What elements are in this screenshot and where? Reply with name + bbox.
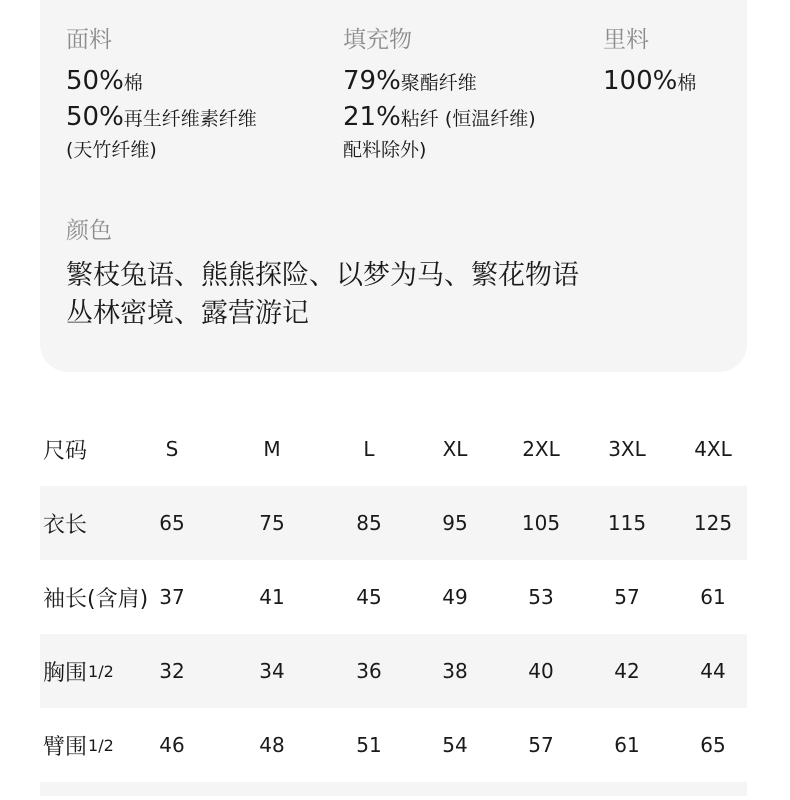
fabric-line-2 (66, 100, 257, 136)
colors-title: 颜色 (66, 218, 112, 244)
table-cell: 57 (528, 733, 554, 757)
table-cell: 125 (693, 511, 733, 535)
size-header-label: 尺码 (43, 438, 88, 464)
row-label-fraction: 1/2 (88, 735, 114, 755)
table-row (40, 486, 747, 560)
fabric-line-1 (66, 64, 257, 100)
lining-percent-1: 100% (603, 66, 678, 96)
row-label (43, 486, 87, 560)
table-cell: 41 (259, 585, 285, 609)
table-row (40, 708, 747, 782)
fabric-column (66, 26, 257, 164)
table-row-cutoff (40, 782, 747, 796)
table-cell: 105 (521, 511, 561, 535)
size-header-cell: 3XL (608, 437, 646, 461)
table-cell: 85 (356, 511, 382, 535)
size-header-cell: 2XL (522, 437, 560, 461)
table-cell: 44 (700, 659, 726, 683)
lining-column (603, 26, 696, 100)
row-label (43, 634, 114, 708)
table-cell: 38 (442, 659, 468, 683)
filling-line-1 (343, 64, 536, 100)
table-cell: 54 (442, 733, 468, 757)
colors-line-1: 繁枝兔语、熊熊探险、以梦为马、繁花物语 (66, 260, 579, 291)
fabric-note: (天竹纤维) (66, 139, 157, 161)
table-cell: 65 (159, 511, 185, 535)
row-label-fraction: 1/2 (88, 661, 114, 681)
filling-column (343, 26, 536, 164)
table-cell: 61 (700, 585, 726, 609)
table-cell: 48 (259, 733, 285, 757)
row-label (43, 708, 114, 782)
table-cell: 45 (356, 585, 382, 609)
table-row (40, 634, 747, 708)
filling-line-2 (343, 100, 536, 136)
table-cell: 40 (528, 659, 554, 683)
fabric-percent-2: 50% (66, 102, 124, 132)
row-label (43, 560, 148, 634)
table-cell: 32 (159, 659, 185, 683)
table-cell: 65 (700, 733, 726, 757)
table-cell: 53 (528, 585, 554, 609)
lining-title: 里料 (603, 27, 649, 53)
fabric-percent-1: 50% (66, 66, 124, 96)
fabric-material-1: 棉 (123, 72, 143, 94)
size-header-cell: L (363, 437, 375, 461)
table-cell: 61 (614, 733, 640, 757)
size-header-cell: XL (442, 437, 468, 461)
fabric-title: 面料 (66, 27, 112, 53)
row-label-text: 衣长 (43, 512, 88, 538)
filling-note: 配料除外) (343, 139, 427, 161)
table-cell: 51 (356, 733, 382, 757)
filling-title: 填充物 (343, 27, 412, 53)
size-header-row (40, 412, 747, 486)
filling-percent-2: 21% (343, 102, 401, 132)
size-header-cell: M (263, 437, 281, 461)
lining-material-1: 棉 (677, 72, 697, 94)
table-cell: 75 (259, 511, 285, 535)
size-table (40, 412, 747, 796)
colors-line-2: 丛林密境、露营游记 (66, 298, 309, 329)
row-label-text: 胸围 (43, 660, 88, 686)
row-label-text: 臂围 (43, 734, 88, 760)
table-row (40, 560, 747, 634)
filling-percent-1: 79% (343, 66, 401, 96)
table-cell: 49 (442, 585, 468, 609)
table-cell: 95 (442, 511, 468, 535)
row-label-text: 袖长(含肩) (43, 586, 149, 612)
filling-material-1: 聚酯纤维 (400, 72, 477, 94)
size-header-cell: 4XL (694, 437, 732, 461)
table-cell: 46 (159, 733, 185, 757)
table-cell: 57 (614, 585, 640, 609)
table-cell: 115 (607, 511, 647, 535)
fabric-material-2: 再生纤维素纤维 (123, 108, 257, 130)
table-cell: 36 (356, 659, 382, 683)
size-header-cell: S (165, 437, 179, 461)
table-cell: 42 (614, 659, 640, 683)
table-cell: 34 (259, 659, 285, 683)
table-cell: 37 (159, 585, 185, 609)
lining-line-1 (603, 64, 696, 100)
filling-material-2: 粘纤 (恒温纤维) (400, 108, 536, 130)
